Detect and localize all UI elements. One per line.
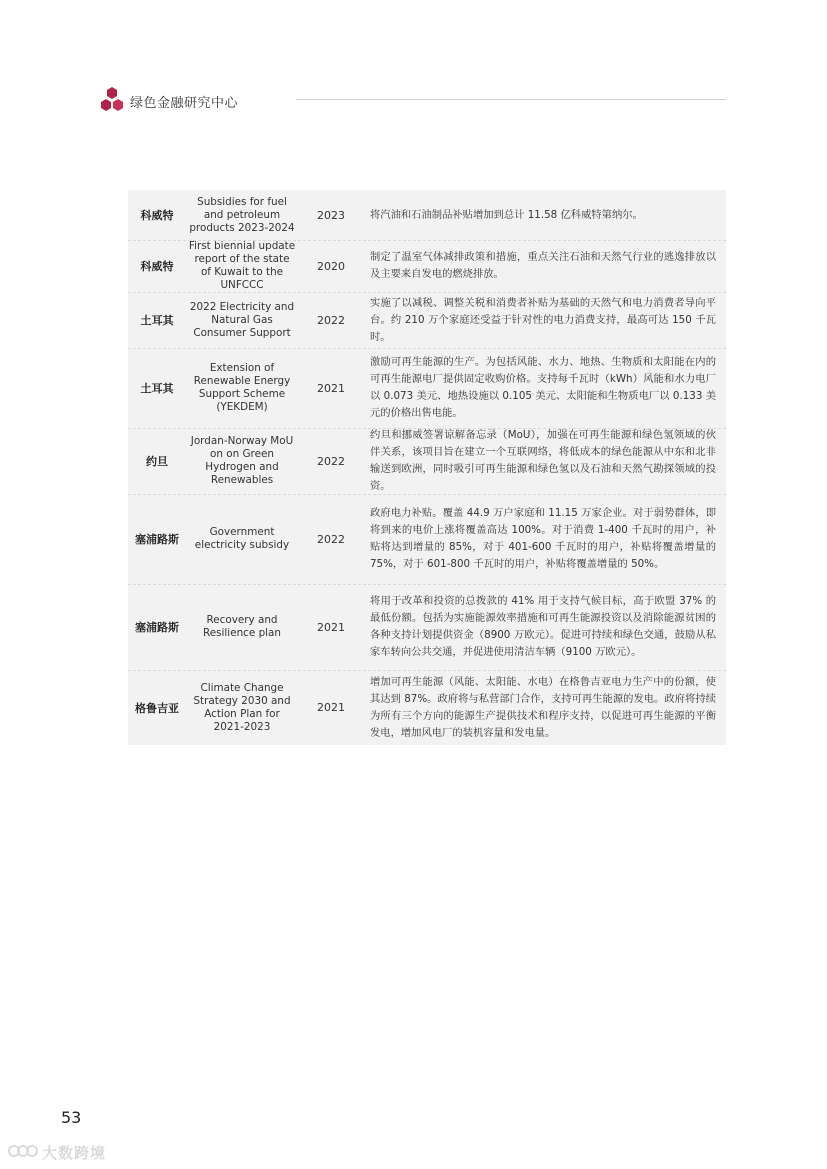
table-row — [128, 670, 726, 745]
policy-table — [128, 190, 726, 745]
table-row — [128, 494, 726, 584]
policy-cell: Subsidies for fuel and petroleum products 2023-2024 — [189, 195, 295, 234]
header-divider — [296, 99, 726, 100]
country-cell: 土耳其 — [140, 314, 174, 327]
description-cell: 将汽油和石油制品补贴增加到总计 11.58 亿科威特第纳尔。 — [370, 208, 643, 221]
table-row — [128, 240, 726, 292]
bigdata-logo-icon — [8, 1143, 38, 1159]
policy-cell: Climate Change Strategy 2030 and Action Plan for 2021-2023 — [193, 681, 291, 733]
description-cell: 实施了以减税、调整关税和消费者补贴为基础的天然气和电力消费者导向平台。约 210 万个家庭还受益于针对性的电力消费支持，最高可达 150 千瓦时。 — [370, 296, 716, 343]
year-cell: 2021 — [317, 701, 345, 714]
policy-cell: 2022 Electricity and Natural Gas Consumer Support — [189, 300, 295, 339]
year-cell: 2023 — [317, 208, 345, 222]
policy-cell: Extension of Renewable Energy Support Scheme (YEKDEM) — [193, 362, 291, 413]
year-cell: 2021 — [317, 620, 345, 634]
year-cell: 2022 — [317, 532, 345, 546]
hexagon-cluster-logo-icon — [100, 86, 124, 114]
policy-cell: Jordan-Norway MoU on on Green Hydrogen and Renewables — [190, 435, 294, 486]
description-cell: 将用于改革和投资的总拨款的 41% 用于支持气候目标，高于欧盟 37% 的最低份额。包括为实施能源效率措施和可再生能源投资以及消除能源贫困的各种支持计划提供资金（8900 万欧元）。促进可持续和绿色交通，鼓励从私家车转向公共交通，并促进使用清洁车辆（9100 万欧元）。 — [370, 595, 716, 658]
policy-cell: Recovery and Resilience plan — [202, 614, 282, 639]
table-row — [128, 428, 726, 494]
country-cell: 格鲁吉亚 — [135, 701, 179, 715]
year-cell: 2020 — [317, 259, 345, 273]
country-cell: 科威特 — [140, 209, 174, 222]
table-row — [128, 190, 726, 240]
country-cell: 科威特 — [140, 260, 174, 273]
table-row — [128, 348, 726, 428]
country-cell: 土耳其 — [140, 382, 174, 395]
page-header — [100, 86, 726, 116]
description-cell: 政府电力补贴。覆盖 44.9 万户家庭和 11.15 万家企业。对于弱势群体，即将到来的电价上涨将覆盖高达 100%。对于消费 1-400 千瓦时的用户，补贴将达到增量的 85%，对于 401-600 千瓦时的用户，补贴将覆盖增量的 75%，对于 601-800 千瓦时的用户，补贴将覆盖增量的 50%。 — [370, 507, 716, 570]
year-cell: 2022 — [317, 313, 345, 327]
policy-cell: Government electricity subsidy — [194, 526, 290, 551]
watermark — [8, 1141, 118, 1163]
year-cell: 2021 — [317, 381, 345, 395]
country-cell: 约旦 — [146, 455, 168, 468]
year-cell: 2022 — [317, 454, 345, 468]
watermark-text: 大数跨境 — [42, 1144, 107, 1162]
description-cell: 激励可再生能源的生产。为包括风能、水力、地热、生物质和太阳能在内的可再生能源电厂提供固定收购价格。支持每千瓦时（kWh）风能和水力电厂以 0.073 美元、地热设施以 0.105 美元、太阳能和生物质电厂以 0.133 美元的价格出售电能。 — [370, 356, 716, 419]
page-number: 53 — [61, 1108, 82, 1127]
table-row — [128, 584, 726, 670]
country-cell: 塞浦路斯 — [135, 621, 179, 634]
description-cell: 约旦和挪威签署谅解备忘录（MoU），加强在可再生能源和绿色氢领域的伙伴关系，该项目旨在建立一个互联网络，将低成本的绿色能源从中东和北非输送到欧洲，同时吸引可再生能源和绿色氢以及石油和天然气勘探领域的投资。 — [370, 429, 716, 492]
table-row — [128, 292, 726, 348]
country-cell: 塞浦路斯 — [135, 533, 179, 546]
policy-cell: First biennial update report of the state of Kuwait to the UNFCCC — [188, 240, 296, 291]
organization-name: 绿色金融研究中心 — [130, 96, 239, 111]
description-cell: 增加可再生能源（风能、太阳能、水电）在格鲁吉亚电力生产中的份额，使其达到 87%。政府将与私营部门合作，支持可再生能源的发电。政府将持续为所有三个方向的能源生产提供技术和程序支持，以促进可再生能源的平衡发电，增加风电厂的装机容量和发电量。 — [370, 675, 716, 739]
description-cell: 制定了温室气体减排政策和措施，重点关注石油和天然气行业的逃逸排放以及主要来自发电的燃烧排放。 — [370, 251, 716, 280]
